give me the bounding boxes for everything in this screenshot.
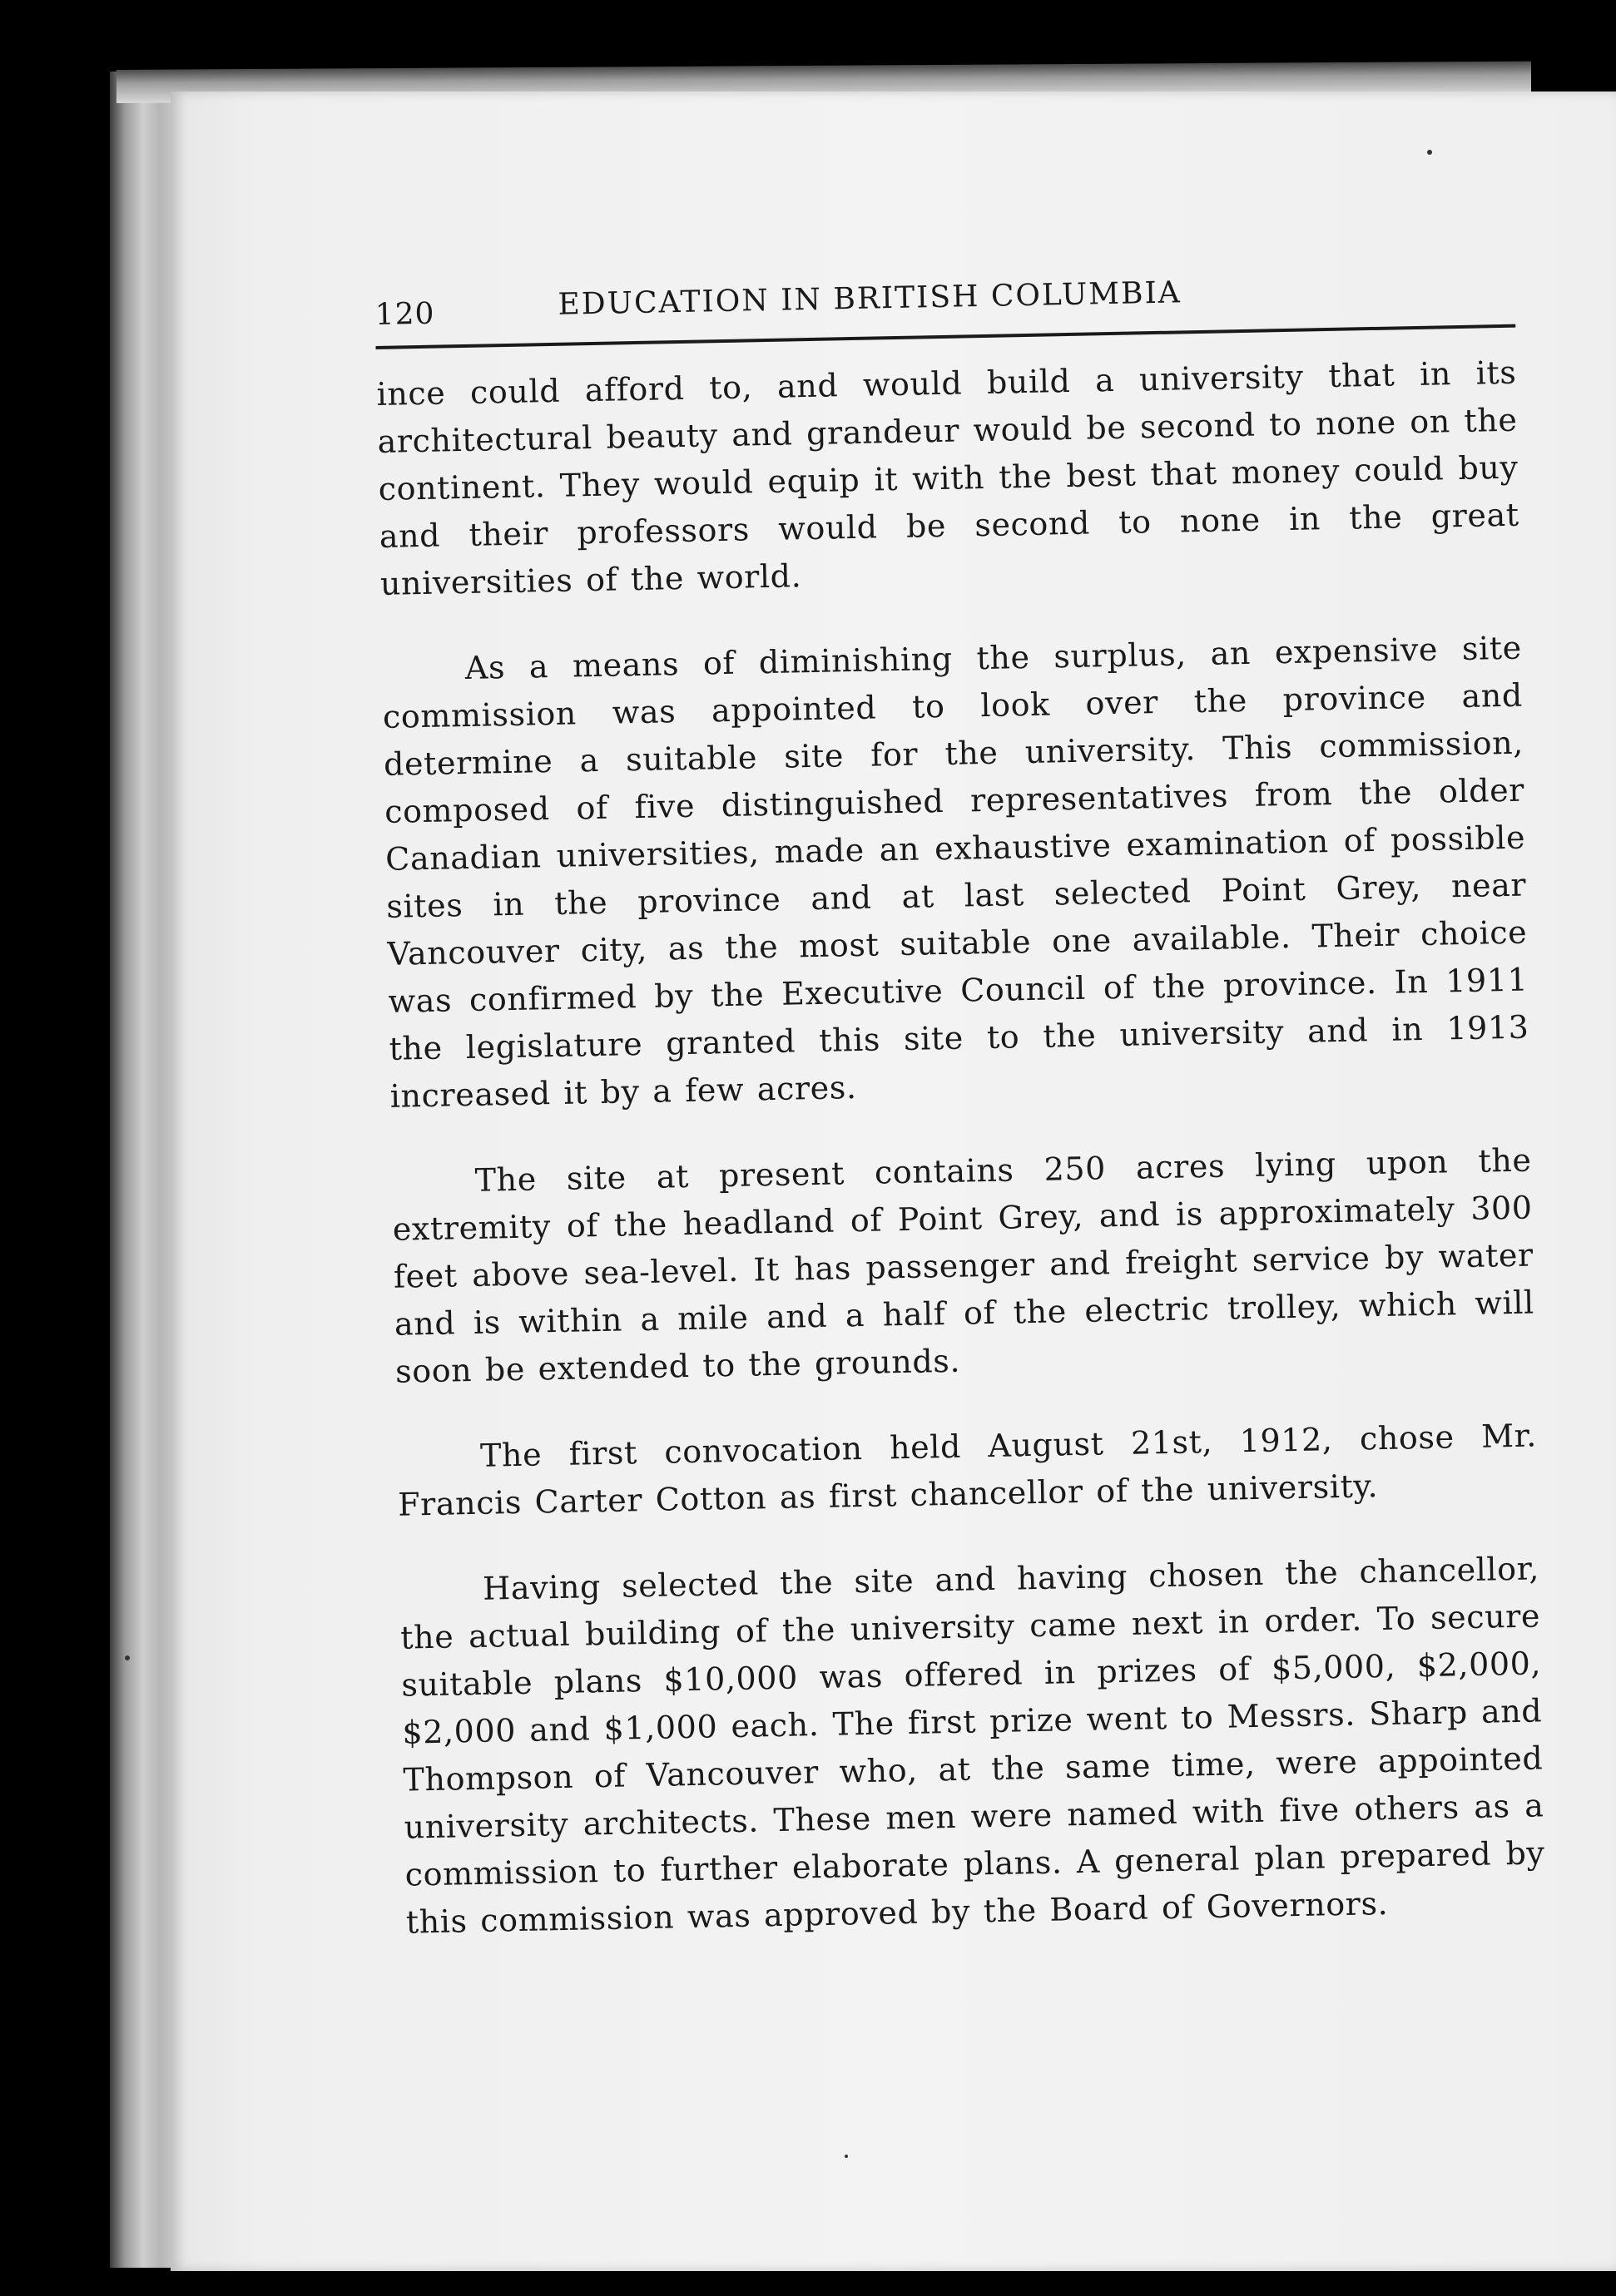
- book-page: [171, 92, 1616, 2271]
- running-title: EDUCATION IN BRITISH COLUMBIA: [558, 275, 1182, 322]
- dust-speck: [845, 2155, 848, 2158]
- paragraph-continuation: ince could afford to, and would build a university that in its architectural beauty and grandeur would be second to none on the continent. They would equip it with the best that money could buy and their professors would be second to none in the great universities of the world.: [376, 354, 1520, 602]
- paragraph-site-description: The site at present contains 250 acres lying upon the extremity of the headland of Point Grey, and is approximately 300 feet above sea-level. It has passenger and freight service by water and is within a mile and a half of the electric trolley, which will soon be extended to the grounds.: [392, 1141, 1535, 1390]
- dust-speck: [125, 1655, 130, 1660]
- dust-speck: [1427, 150, 1432, 155]
- page-content: [374, 261, 1547, 1985]
- page-number: 120: [374, 296, 435, 332]
- paragraph-site-commission: As a means of diminishing the surplus, an expensive site commission was appointed to look over the province and determine a suitable site for the university. This commission, composed of five distinguished representatives from the older Canadian universities, made an exhaustive examination of possible sites in the province and at last selected Point Grey, near Vancouver city, as the most suitable one available. Their choice was confirmed by the Executive Council of the province. In 1911 the legislature granted this site to the university and in 1913 increased it by a few acres.: [382, 629, 1529, 1115]
- paragraph-building-plans: Having selected the site and having chosen the chancellor, the actual building of the university came next in order. To secure suitable plans $10,000 was offered in prizes of $5,000, $2,000, $2,000 and $1,000 each. The first prize went to Messrs. Sharp and Thompson of Vancouver who, at the same time, were appointed university architects. These men were named with five others as a commission to further elaborate plans. A general plan prepared by this commission was approved by the Board of Governors.: [399, 1550, 1545, 1941]
- paragraph-first-convocation: The first convocation held August 21st, 1912, chose Mr. Francis Carter Cotton as first chancellor of the university.: [397, 1417, 1538, 1523]
